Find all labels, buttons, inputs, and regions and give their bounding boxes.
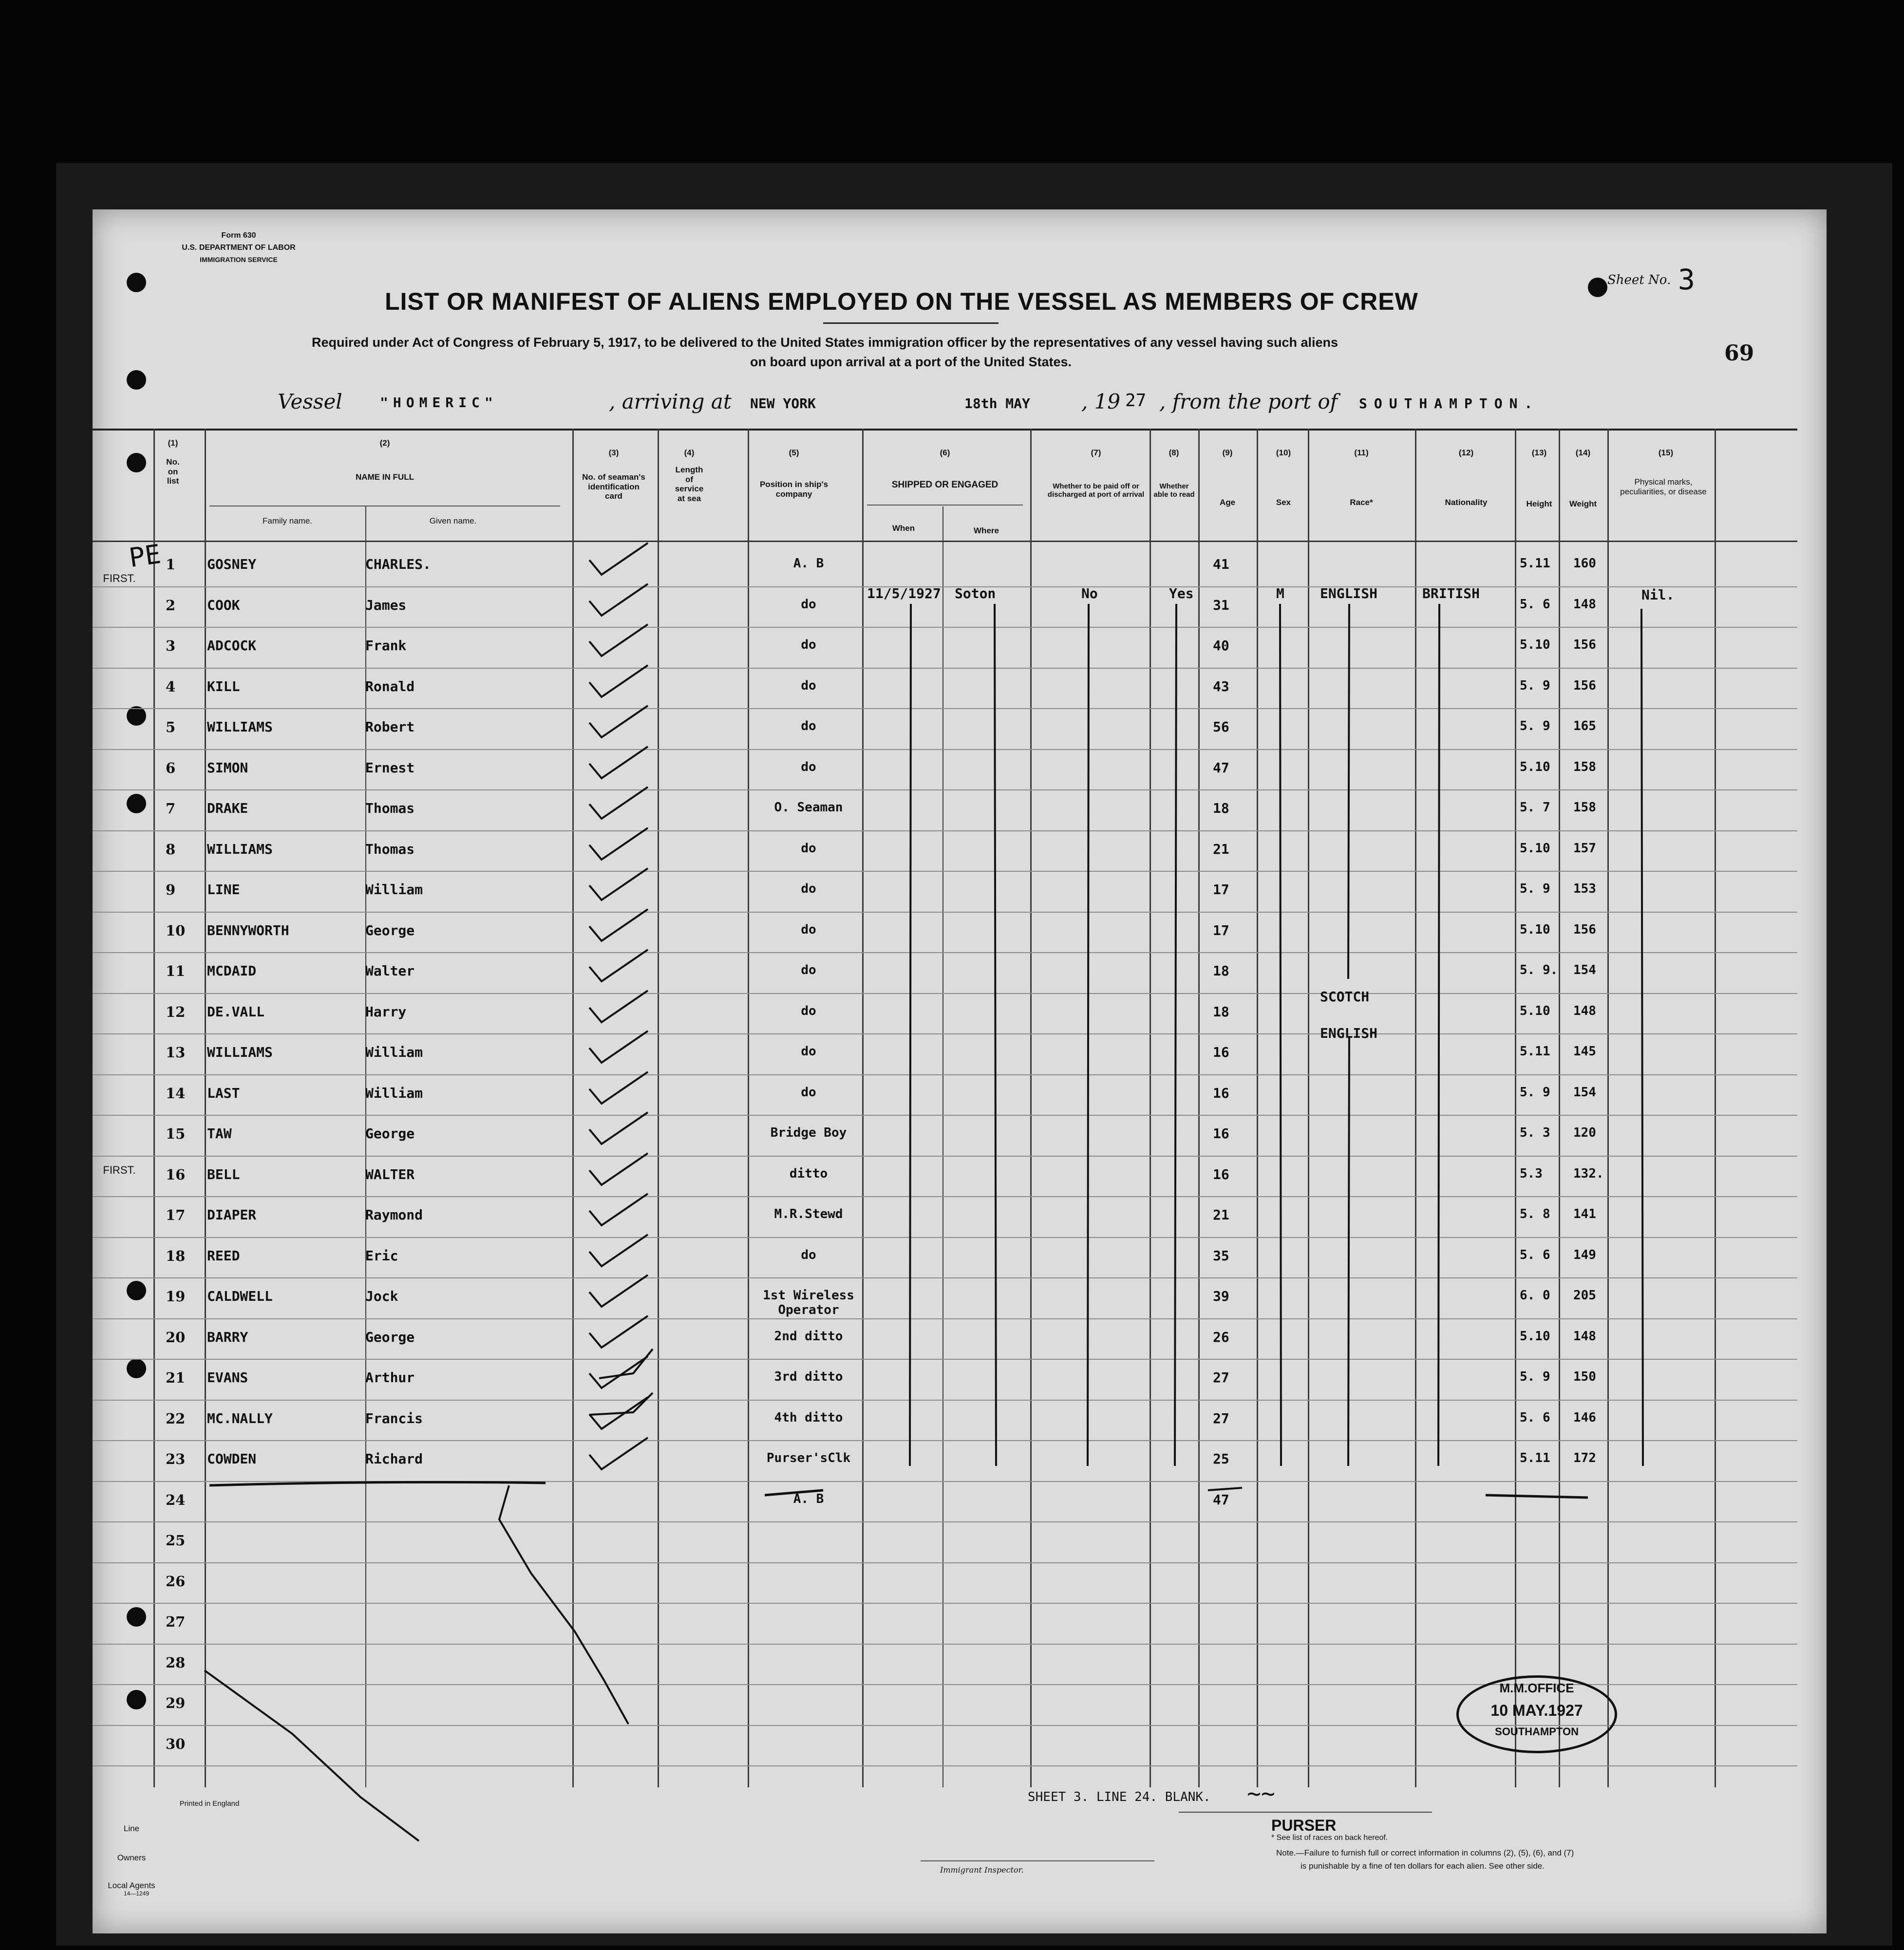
weight: 157 [1573, 841, 1596, 856]
age: 16 [1213, 1166, 1229, 1182]
row-number: 7 [166, 800, 176, 817]
race-note-english: ENGLISH [1320, 1025, 1378, 1041]
family-name: DIAPER [207, 1207, 257, 1223]
weight: 156 [1573, 922, 1596, 937]
given-name: George [365, 1125, 415, 1142]
family-name: BELL [207, 1166, 240, 1182]
weight: 148 [1573, 1003, 1596, 1018]
agents-label: Local Agents [108, 1881, 155, 1890]
age: 47 [1213, 759, 1229, 776]
col14-number: (14) [1575, 448, 1591, 457]
year-prefix: , 19 [1081, 390, 1121, 413]
col13-label: Height [1526, 499, 1552, 508]
family-name: EVANS [207, 1369, 248, 1386]
given-name: James [365, 597, 407, 613]
col15-label: Physical marks, peculiarities, or disease [1620, 477, 1707, 496]
position: 2nd ditto [774, 1329, 843, 1344]
row-number: 25 [166, 1532, 186, 1549]
row-number: 1 [166, 556, 176, 573]
height: 5.10 [1520, 638, 1550, 652]
given-name: Ernest [365, 759, 415, 776]
purser-title: PURSER [1271, 1817, 1337, 1834]
row-number: 30 [166, 1735, 186, 1752]
family-name: GOSNEY [207, 556, 257, 572]
family-name: WILLIAMS [207, 719, 273, 735]
line-label: Line [123, 1824, 140, 1833]
family-name: DRAKE [207, 800, 248, 816]
margin-note-pe: PE [127, 538, 163, 574]
col4-number: (4) [684, 448, 695, 457]
department: U.S. DEPARTMENT OF LABOR [182, 244, 296, 252]
subtitle-line-2: on board upon arrival at a port of the United States. [750, 355, 1072, 369]
height: 5. 3 [1520, 1125, 1550, 1140]
col1-number: (1) [168, 438, 178, 448]
family-name: REED [207, 1247, 240, 1264]
age: 18 [1213, 1003, 1229, 1020]
position: 1st Wireless Operator [763, 1288, 854, 1317]
row-number: 3 [166, 638, 176, 654]
given-name: William [365, 1085, 423, 1101]
height: 5. 8 [1520, 1207, 1550, 1221]
weight: 141 [1573, 1207, 1596, 1221]
age: 25 [1213, 1451, 1229, 1467]
paid-off: No [1081, 585, 1098, 601]
family-name: LAST [207, 1085, 240, 1101]
col5-label: Position in ship's company [759, 480, 829, 499]
row-number: 11 [166, 963, 186, 979]
age: 40 [1213, 638, 1229, 654]
age: 39 [1213, 1288, 1229, 1304]
family-name: MC.NALLY [207, 1410, 273, 1426]
age: 16 [1213, 1044, 1229, 1060]
weight: 158 [1573, 800, 1596, 815]
subtitle-line-1: Required under Act of Congress of February 5, 1917, to be delivered to the United States immigration officer by the representatives of any vessel having such aliens [312, 335, 1338, 350]
age: 27 [1213, 1369, 1229, 1386]
weight: 145 [1573, 1044, 1596, 1059]
position: do [801, 1003, 816, 1018]
weight: 148 [1573, 597, 1596, 612]
height: 5.10 [1520, 1003, 1550, 1018]
col8-number: (8) [1169, 448, 1179, 457]
position: do [801, 638, 816, 652]
margin-note-first-1: FIRST. [103, 572, 136, 584]
row-number: 22 [166, 1410, 186, 1427]
penalty-note-2: is punishable by a fine of ten dollars for each alien. See other side. [1301, 1861, 1545, 1871]
family-name: WILLIAMS [207, 1044, 273, 1060]
weight: 153 [1573, 881, 1596, 896]
page-number: 69 [1724, 341, 1754, 366]
position: 4th ditto [774, 1410, 843, 1425]
position: do [801, 841, 816, 856]
age: 16 [1213, 1085, 1229, 1101]
arrival-port: NEW YORK [750, 395, 816, 412]
manifest-sheet [93, 209, 1827, 1933]
stamp-date: 10 MAY.1927 [1490, 1702, 1583, 1719]
given-name: Robert [365, 719, 415, 735]
col14-label: Weight [1569, 499, 1597, 508]
age: 31 [1213, 597, 1229, 613]
position: do [801, 1085, 816, 1100]
shipped-where: Soton [955, 585, 996, 601]
col12-label: Nationality [1445, 498, 1488, 507]
row-number: 19 [166, 1288, 186, 1305]
arriving-label: , arriving at [609, 390, 732, 413]
row-number: 20 [166, 1329, 186, 1346]
given-name: Ronald [365, 678, 415, 694]
height: 5. 6 [1520, 597, 1550, 612]
vessel-name: "HOMERIC" [380, 394, 498, 411]
position: O. Seaman [774, 800, 843, 815]
col15-number: (15) [1658, 448, 1674, 457]
given-name: Jock [365, 1288, 398, 1304]
family-name: ADCOCK [207, 638, 257, 654]
position: Purser'sClk [766, 1451, 851, 1465]
arrival-date: 18th MAY [964, 395, 1030, 412]
family-name: DE.VALL [207, 1003, 265, 1020]
col5-number: (5) [789, 448, 799, 457]
row-number: 18 [166, 1247, 186, 1264]
height: 5.11 [1520, 1044, 1550, 1059]
age: 18 [1213, 963, 1229, 979]
position: do [801, 678, 816, 693]
row-number: 4 [166, 678, 176, 695]
purser-signature: ~~ [1247, 1780, 1275, 1807]
given-name: William [365, 1044, 423, 1060]
family-name: TAW [207, 1125, 232, 1142]
col13-number: (13) [1531, 448, 1547, 457]
row-number: 26 [166, 1573, 186, 1590]
position: do [801, 963, 816, 977]
family-name: CALDWELL [207, 1288, 273, 1304]
given-name: Thomas [365, 841, 415, 857]
row-number: 10 [166, 922, 186, 939]
col2-given-label: Given name. [429, 516, 477, 525]
col7-number: (7) [1091, 448, 1101, 457]
row-number: 21 [166, 1369, 186, 1386]
age: 27 [1213, 1410, 1229, 1426]
col9-label: Age [1219, 498, 1236, 507]
weight: 154 [1573, 963, 1596, 977]
race: ENGLISH [1320, 585, 1378, 601]
family-name: COWDEN [207, 1451, 257, 1467]
col12-number: (12) [1458, 448, 1474, 457]
row-number: 14 [166, 1085, 186, 1102]
position: do [801, 881, 816, 896]
col11-number: (11) [1354, 448, 1369, 457]
age: 26 [1213, 1329, 1229, 1345]
weight: 160 [1573, 556, 1596, 571]
position: do [801, 759, 816, 774]
given-name: Frank [365, 638, 407, 654]
family-name: WILLIAMS [207, 841, 273, 857]
age: 35 [1213, 1247, 1229, 1264]
given-name: Walter [365, 963, 415, 979]
height: 5.3 [1520, 1166, 1543, 1181]
row-number: 27 [166, 1613, 186, 1630]
position: do [801, 1247, 816, 1262]
shipped-when: 11/5/1927 [867, 585, 941, 601]
position: A. B [793, 556, 824, 571]
age: 21 [1213, 841, 1229, 857]
col6-where-label: Where [974, 526, 999, 535]
age: 21 [1213, 1207, 1229, 1223]
age: 17 [1213, 881, 1229, 898]
given-name: Eric [365, 1247, 398, 1264]
weight: 149 [1573, 1247, 1596, 1262]
weight: 165 [1573, 719, 1596, 733]
height: 5. 6 [1520, 1410, 1550, 1425]
stamp-top: M.M.OFFICE [1499, 1681, 1574, 1695]
weight: 132. [1573, 1166, 1604, 1181]
penalty-note-1: Note.—Failure to furnish full or correct information in columns (2), (5), (6), and (7) [1276, 1848, 1574, 1857]
age: 17 [1213, 922, 1229, 938]
given-name: George [365, 922, 415, 938]
row-number: 23 [166, 1451, 186, 1467]
given-name: Thomas [365, 800, 415, 816]
col2-number: (2) [379, 438, 390, 448]
height: 5. 7 [1520, 800, 1550, 815]
weight: 172 [1573, 1451, 1596, 1465]
row-number: 24 [166, 1491, 186, 1508]
col4-label: Length of service at sea [675, 465, 704, 503]
row-number: 2 [166, 597, 176, 614]
given-name: William [365, 881, 423, 898]
year-suffix: 27 [1125, 391, 1147, 411]
printed-in: Printed in England [179, 1800, 240, 1808]
given-name: Arthur [365, 1369, 415, 1386]
given-name: Raymond [365, 1207, 423, 1223]
age: 43 [1213, 678, 1229, 694]
height: 5. 9 [1520, 678, 1550, 693]
service: IMMIGRATION SERVICE [200, 256, 278, 263]
row-number: 17 [166, 1207, 186, 1223]
height: 5.10 [1520, 841, 1550, 856]
row-number: 12 [166, 1003, 186, 1020]
owners-label: Owners [117, 1853, 146, 1862]
family-name: KILL [207, 678, 240, 694]
row-number: 13 [166, 1044, 186, 1061]
row-number: 29 [166, 1695, 186, 1711]
row-number: 28 [166, 1654, 186, 1671]
stamp-bottom: SOUTHAMPTON [1495, 1725, 1579, 1738]
sheet-label: Sheet No. [1607, 273, 1671, 287]
weight: 154 [1573, 1085, 1596, 1100]
weight: 120 [1573, 1125, 1596, 1140]
weight: 148 [1573, 1329, 1596, 1344]
row-number: 15 [166, 1125, 186, 1142]
weight: 156 [1573, 678, 1596, 693]
agents-code: 14—1249 [123, 1890, 150, 1897]
race-footnote: * See list of races on back hereof. [1271, 1834, 1388, 1842]
height: 5. 9 [1520, 881, 1550, 896]
physical-marks: Nil. [1641, 587, 1675, 603]
form-number: Form 630 [221, 231, 256, 240]
race-note-scotch: SCOTCH [1320, 989, 1370, 1005]
position: do [801, 922, 816, 937]
weight: 156 [1573, 638, 1596, 652]
given-name: George [365, 1329, 415, 1345]
height: 5.10 [1520, 922, 1550, 937]
inspector-line [921, 1860, 1154, 1861]
position: ditto [789, 1166, 828, 1181]
height: 5. 9 [1520, 1085, 1550, 1100]
position: Bridge Boy [770, 1125, 847, 1140]
col10-number: (10) [1276, 448, 1291, 457]
height: 5. 6 [1520, 1247, 1550, 1262]
given-name: Richard [365, 1451, 423, 1467]
height: 5. 9 [1520, 1369, 1550, 1384]
position: do [801, 719, 816, 733]
row-number: 9 [166, 881, 176, 898]
position: do [801, 1044, 816, 1059]
family-name: BENNYWORTH [207, 922, 289, 938]
col7-label: Whether to be paid off or discharged at port of arrival [1047, 482, 1145, 499]
from-label: , from the port of [1159, 390, 1338, 413]
weight: 205 [1573, 1288, 1596, 1303]
departure-port: SOUTHAMPTON. [1359, 395, 1540, 412]
page-title: LIST OR MANIFEST OF ALIENS EMPLOYED ON THE VESSEL AS MEMBERS OF CREW [385, 288, 1418, 315]
age: 56 [1213, 719, 1229, 735]
given-name: Harry [365, 1003, 407, 1020]
age: 16 [1213, 1125, 1229, 1142]
col6-when-label: When [892, 524, 915, 533]
position: 3rd ditto [774, 1369, 843, 1384]
height: 5.10 [1520, 1329, 1550, 1344]
family-name: SIMON [207, 759, 248, 776]
family-name: COOK [207, 597, 240, 613]
sex: M [1276, 585, 1284, 601]
weight: 150 [1573, 1369, 1596, 1384]
col9-number: (9) [1222, 448, 1233, 457]
row-number: 5 [166, 719, 176, 735]
height: 5.11 [1520, 1451, 1550, 1465]
col1-label: No. on list [166, 457, 180, 486]
position: A. B [793, 1491, 824, 1506]
height: 5. 9 [1520, 719, 1550, 733]
vessel-label: Vessel [278, 390, 342, 413]
age: 18 [1213, 800, 1229, 816]
row-number: 8 [166, 841, 176, 858]
nationality: BRITISH [1422, 585, 1480, 601]
height: 6. 0 [1520, 1288, 1550, 1303]
col3-label: No. of seaman's identification card [582, 472, 645, 501]
office-stamp [1456, 1675, 1617, 1753]
row-number: 6 [166, 759, 176, 776]
position: M.R.Stewd [774, 1207, 843, 1221]
sheet-number: 3 [1678, 263, 1695, 296]
ditto-marks [93, 209, 1827, 1933]
weight: 146 [1573, 1410, 1596, 1425]
given-name: Francis [365, 1410, 423, 1426]
col6-number: (6) [940, 448, 950, 457]
height: 5.11 [1520, 556, 1550, 571]
margin-note-first-16: FIRST. [103, 1164, 136, 1176]
col11-label: Race* [1350, 498, 1373, 507]
signature-line [1179, 1812, 1432, 1813]
position: do [801, 597, 816, 612]
col8-label: Whether able to read [1153, 482, 1195, 499]
col2-label: NAME IN FULL [356, 472, 414, 482]
row-number: 16 [166, 1166, 186, 1183]
weight: 158 [1573, 759, 1596, 774]
given-name: WALTER [365, 1166, 415, 1182]
height: 5. 9. [1520, 963, 1558, 977]
height: 5.10 [1520, 759, 1550, 774]
family-name: LINE [207, 881, 240, 898]
family-name: BARRY [207, 1329, 248, 1345]
inspector-label: Immigrant Inspector. [940, 1865, 1024, 1875]
given-name: CHARLES. [365, 556, 431, 572]
blank-note: SHEET 3. LINE 24. BLANK. [1028, 1790, 1211, 1804]
col10-label: Sex [1276, 498, 1291, 507]
family-name: MCDAID [207, 963, 257, 979]
col6-label: SHIPPED OR ENGAGED [891, 480, 999, 490]
col3-number: (3) [608, 448, 619, 457]
age: 47 [1213, 1491, 1229, 1508]
able-to-read: Yes [1169, 585, 1194, 601]
age: 41 [1213, 556, 1229, 572]
col2-family-label: Family name. [262, 516, 313, 525]
